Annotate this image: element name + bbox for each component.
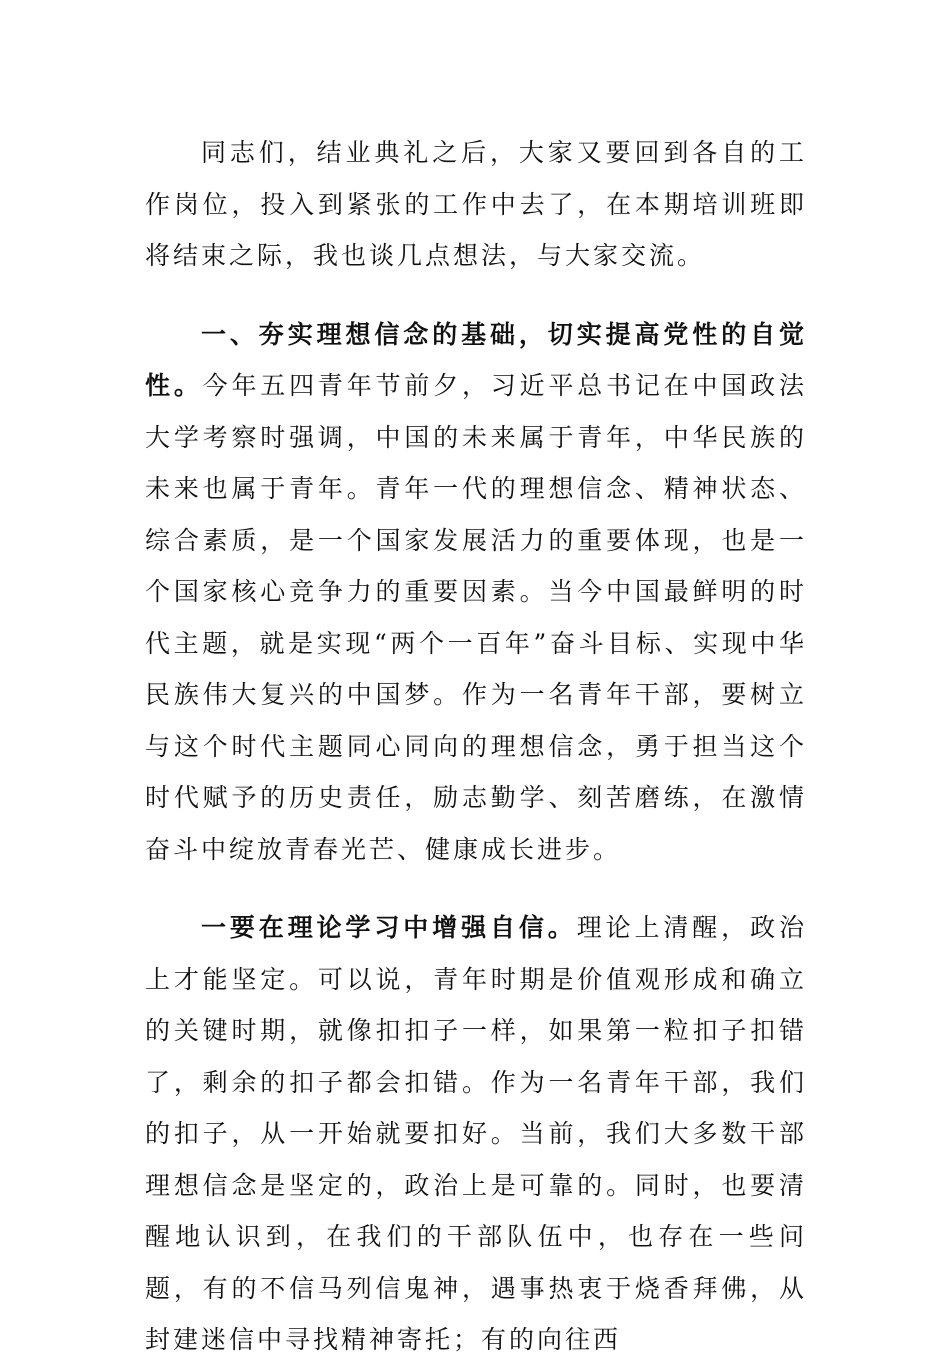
paragraph-text: 今年五四青年节前夕，习近平总书记在中国政法大学考察时强调，中国的未来属于青年，中华民族的未来也属于青年。青年一代的理想信念、精神状态、综合素质，是一个国家发展活力的重要体现，也是一个国家核心竞争力的重要因素。当今中国最鲜明的时代主题，就是实现“两个一百年”奋斗目标、实现中华民族伟大复兴的中国梦。作为一名青年干部，要树立与这个时代主题同心同向的理想信念，勇于担当这个时代赋予的历史责任，励志勤学、刻苦磨练，在激情奋斗中绽放青春光芒、健康成长进步。 — [145, 371, 807, 864]
paragraph-text: 理论上清醒，政治上才能坚定。可以说，青年时期是价值观形成和确立的关键时期，就像扣扣子一样，如果第一粒扣子扣错了，剩余的扣子都会扣错。作为一名青年干部，我们的扣子，从一开始就要扣好。当前，我们大多数干部理想信念是坚定的，政治上是可靠的。同时，也要清醒地认识到，在我们的干部队伍中，也存在一些问题，有的不信马列信鬼神，遇事热衷于烧香拜佛，从封建迷信中寻找精神寄托；有的向往西 — [145, 913, 807, 1354]
section-one-paragraph — [145, 309, 807, 876]
document-body — [145, 127, 807, 1366]
point-lead: 一要在理论学习中增强自信。 — [201, 913, 577, 942]
section-heading: 一、夯实理想信念的基础，切实提高党性的自觉性。 — [145, 319, 807, 400]
opening-paragraph — [145, 127, 807, 282]
point-one-paragraph — [145, 902, 807, 1366]
paragraph-text: 同志们，结业典礼之后，大家又要回到各自的工作岗位，投入到紧张的工作中去了，在本期培训班即将结束之际，我也谈几点想法，与大家交流。 — [145, 138, 807, 270]
